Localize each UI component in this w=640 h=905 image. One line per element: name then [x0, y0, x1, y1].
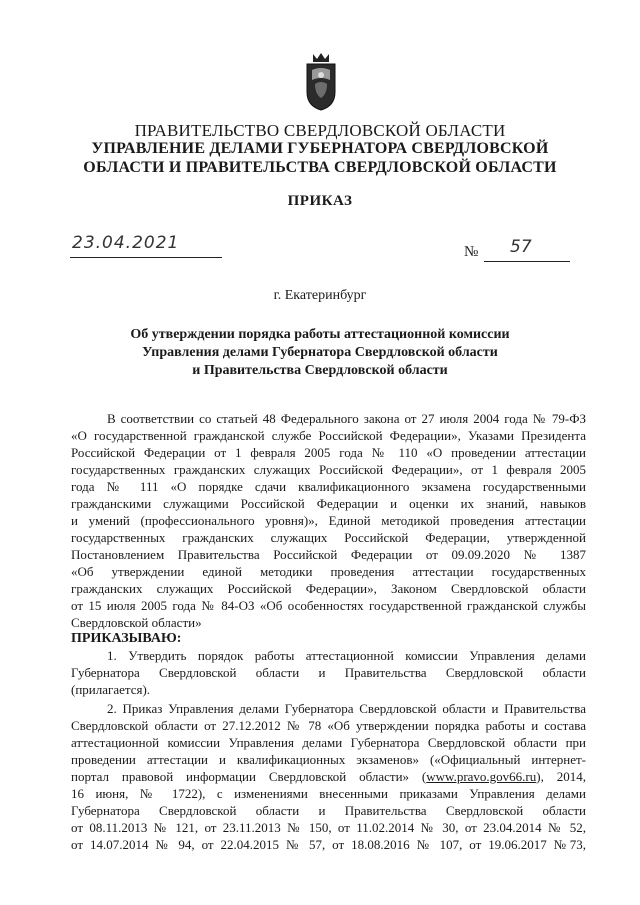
body-line: гражданскими служащими Российской Федерации и оценки их знаний, навыков [71, 496, 586, 511]
date-underline [70, 257, 222, 258]
body-line: года № 111 «О порядке сдачи квалификационного экзамена государственными [71, 479, 586, 494]
body-line: «Об утверждении единой методики проведения аттестации государственных [71, 564, 586, 579]
body-line: от 15 июля 2005 года № 84-ОЗ «Об особенностях государственной гражданской службы [71, 598, 586, 613]
order-title-line1: Об утверждении порядка работы аттестационной комиссии [130, 327, 510, 342]
body-line: Свердловской области» [71, 615, 202, 630]
header-government: ПРАВИТЕЛЬСТВО СВЕРДЛОВСКОЙ ОБЛАСТИ [134, 121, 506, 140]
body-line: аттестационной комиссии Управления делами Губернатора Свердловской области при [71, 735, 586, 750]
pravo-link[interactable]: www.pravo.gov66.ru [426, 769, 537, 784]
body-line: от 08.11.2013 № 121, от 23.11.2013 № 150, от 11.02.2014 № 30, от 23.04.2014 № 52, [71, 820, 586, 835]
body-line: и умений (профессионального уровня)», Единой методикой проведения аттестации [71, 513, 586, 528]
city: г. Екатеринбург [273, 288, 367, 303]
body-line: (прилагается). [71, 682, 151, 697]
orders-heading: ПРИКАЗЫВАЮ: [71, 631, 182, 646]
body-line: государственных гражданских служащих Российской Федерации, утвержденной [71, 530, 586, 545]
body-line-with-link [71, 769, 586, 785]
body-line: 1. Утвердить порядок работы аттестационной комиссии Управления делами [107, 648, 586, 663]
order-title-line3: и Правительства Свердловской области [192, 363, 448, 378]
order-title-line2: Управления делами Губернатора Свердловской области [142, 345, 498, 360]
link-prefix: портал правовой информации Свердловской области» ( [71, 769, 427, 784]
body-line: Губернатора Свердловской области и Правительства Свердловской области [71, 803, 586, 818]
body-line: 2. Приказ Управления делами Губернатора Свердловской области и Правительства [107, 701, 586, 716]
document-type: ПРИКАЗ [287, 193, 353, 209]
body-line: Российской Федерации от 1 февраля 2005 года № 110 «О проведении аттестации [71, 445, 586, 460]
body-line: проведении аттестации и квалификационных экзаменов» («Официальный интернет- [71, 752, 586, 767]
coat-of-arms-icon [303, 50, 339, 112]
body-line: Постановлением Правительства Российской Федерации от 09.09.2020 № 1387 [71, 547, 586, 562]
number-underline [484, 261, 570, 262]
body-line: Свердловской области от 27.12.2012 № 78 «Об утверждении порядка работы и состава [71, 718, 586, 733]
order-date: 23.04.2021 [72, 233, 180, 253]
body-line: Губернатора Свердловской области и Правительства Свердловской области [71, 665, 586, 680]
number-label: № [464, 244, 479, 260]
body-line: 16 июня, № 1722), с изменениями внесенными приказами Управления делами [71, 786, 586, 801]
body-line: «О государственной гражданской службе Российской Федерации», Указами Президента [71, 428, 586, 443]
order-number: 57 [510, 237, 532, 257]
body-line: государственных гражданских служащих Российской Федерации», от 1 февраля 2005 [71, 462, 586, 477]
body-line: от 14.07.2014 № 94, от 22.04.2015 № 57, от 18.08.2016 № 107, от 19.06.2017 №73, [71, 837, 586, 852]
header-department-line2: ОБЛАСТИ И ПРАВИТЕЛЬСТВА СВЕРДЛОВСКОЙ ОБЛАСТИ [83, 159, 557, 176]
body-line: В соответствии со статьей 48 Федерального закона от 27 июля 2004 года № 79-ФЗ [107, 411, 586, 426]
header-department-line1: УПРАВЛЕНИЕ ДЕЛАМИ ГУБЕРНАТОРА СВЕРДЛОВСКОЙ [91, 140, 549, 157]
body-line: гражданских служащих Российской Федерации», Законом Свердловской области [71, 581, 586, 596]
link-suffix: ), 2014, [536, 769, 586, 784]
